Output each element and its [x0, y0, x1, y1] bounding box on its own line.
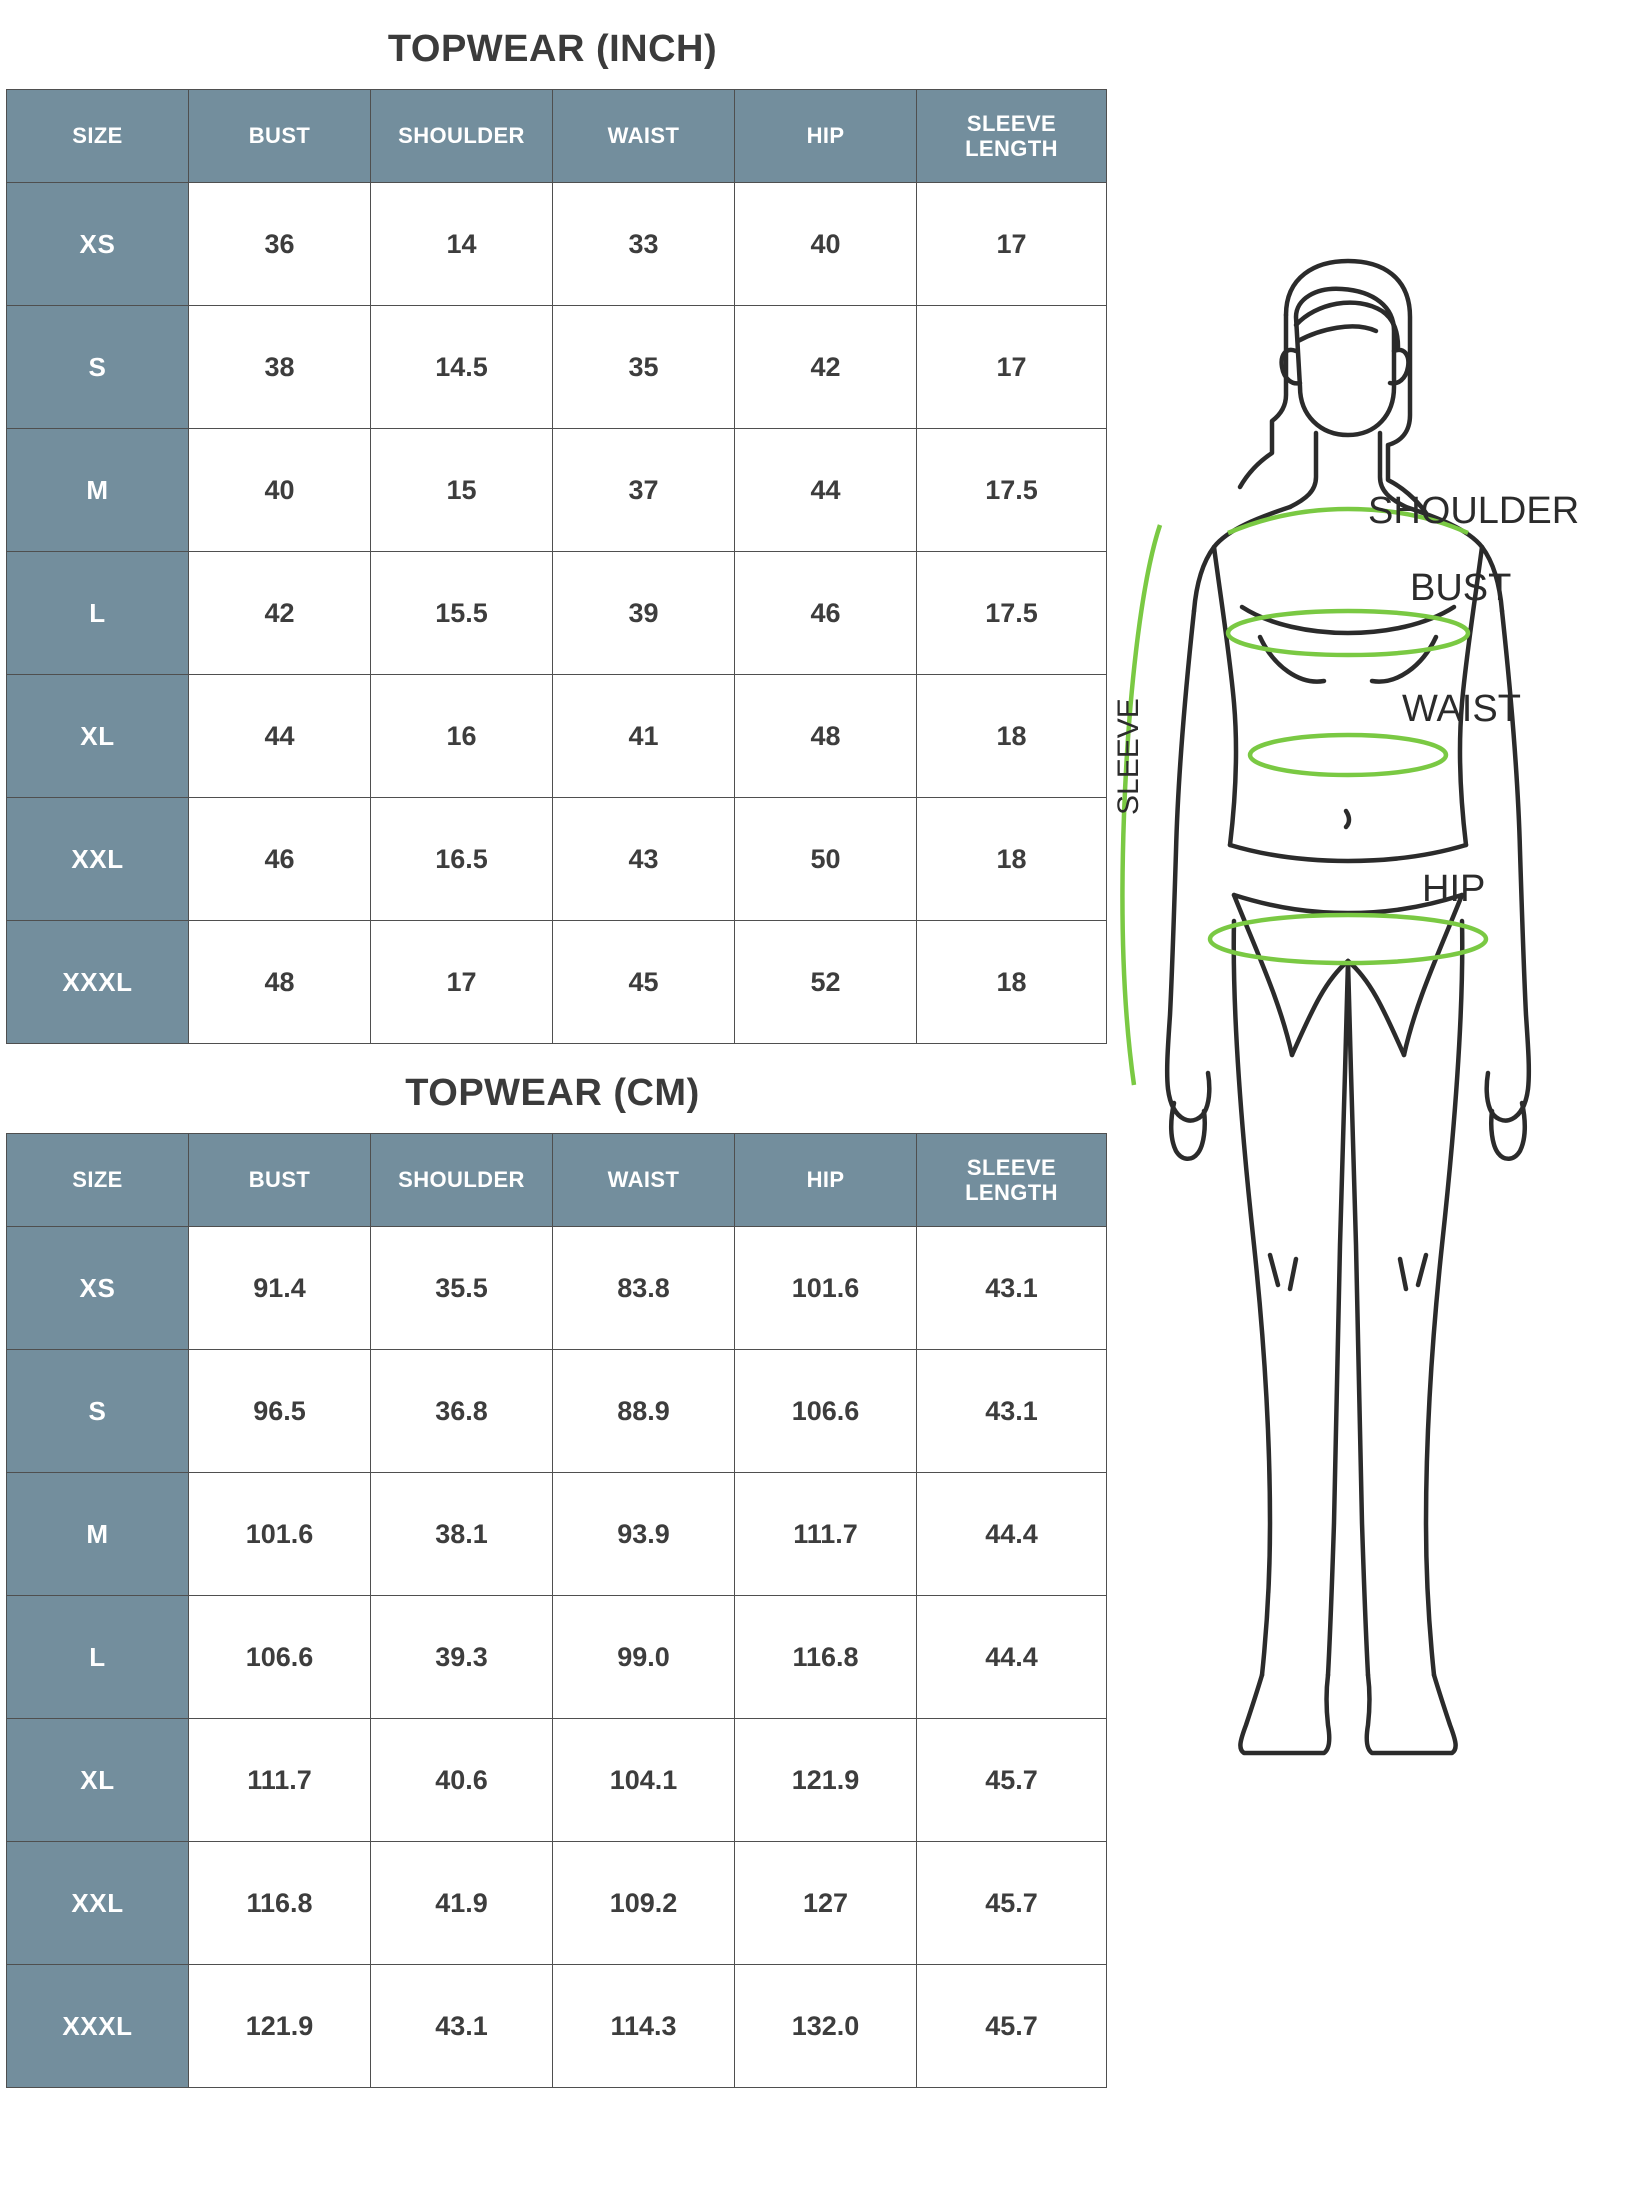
cell-hip: 52 — [735, 921, 917, 1044]
cell-hip: 50 — [735, 798, 917, 921]
label-shoulder: SHOULDER — [1368, 490, 1580, 532]
table-row — [7, 429, 1107, 552]
label-waist: WAIST — [1402, 688, 1521, 730]
cell-sleeve-length: 45.7 — [917, 1719, 1107, 1842]
table-row — [7, 1965, 1107, 2088]
table-row — [7, 552, 1107, 675]
cell-sleeve-length: 18 — [917, 798, 1107, 921]
cell-size: M — [7, 429, 189, 552]
column-header-sleeve-length: SLEEVE LENGTH — [917, 1134, 1107, 1227]
cell-shoulder: 38.1 — [371, 1473, 553, 1596]
cell-sleeve-length: 17.5 — [917, 429, 1107, 552]
cell-waist: 45 — [553, 921, 735, 1044]
cell-hip: 44 — [735, 429, 917, 552]
cell-shoulder: 39.3 — [371, 1596, 553, 1719]
cell-sleeve-length: 43.1 — [917, 1350, 1107, 1473]
cell-sleeve-length: 18 — [917, 921, 1107, 1044]
cell-hip: 48 — [735, 675, 917, 798]
cell-sleeve-length: 45.7 — [917, 1842, 1107, 1965]
female-body-outline-icon — [1167, 261, 1529, 1753]
cell-waist: 37 — [553, 429, 735, 552]
cell-shoulder: 41.9 — [371, 1842, 553, 1965]
cell-shoulder: 14 — [371, 183, 553, 306]
cell-hip: 121.9 — [735, 1719, 917, 1842]
body-measurement-figure — [1110, 255, 1650, 1955]
cell-shoulder: 15.5 — [371, 552, 553, 675]
table-row — [7, 921, 1107, 1044]
column-header-bust: BUST — [189, 1134, 371, 1227]
column-header-shoulder: SHOULDER — [371, 1134, 553, 1227]
table-row — [7, 1473, 1107, 1596]
cell-hip: 101.6 — [735, 1227, 917, 1350]
column-header-size: SIZE — [7, 90, 189, 183]
cell-shoulder: 40.6 — [371, 1719, 553, 1842]
cell-bust: 121.9 — [189, 1965, 371, 2088]
cell-size: XXL — [7, 798, 189, 921]
cell-bust: 38 — [189, 306, 371, 429]
cell-shoulder: 16.5 — [371, 798, 553, 921]
cell-hip: 116.8 — [735, 1596, 917, 1719]
cell-waist: 39 — [553, 552, 735, 675]
column-header-shoulder: SHOULDER — [371, 90, 553, 183]
table-row — [7, 1596, 1107, 1719]
label-bust: BUST — [1410, 567, 1512, 609]
cell-waist: 114.3 — [553, 1965, 735, 2088]
cell-waist: 99.0 — [553, 1596, 735, 1719]
page-title-cm: TOPWEAR (CM) — [405, 1072, 700, 1114]
cell-bust: 40 — [189, 429, 371, 552]
table-row — [7, 1842, 1107, 1965]
cell-size: XL — [7, 1719, 189, 1842]
table-row — [7, 798, 1107, 921]
cell-size: XXL — [7, 1842, 189, 1965]
cell-shoulder: 15 — [371, 429, 553, 552]
cell-bust: 106.6 — [189, 1596, 371, 1719]
cell-size: XS — [7, 1227, 189, 1350]
cell-waist: 88.9 — [553, 1350, 735, 1473]
cell-shoulder: 14.5 — [371, 306, 553, 429]
cell-bust: 91.4 — [189, 1227, 371, 1350]
cell-size: XL — [7, 675, 189, 798]
cell-bust: 96.5 — [189, 1350, 371, 1473]
table-header-row — [7, 90, 1107, 183]
table-row — [7, 306, 1107, 429]
cell-shoulder: 35.5 — [371, 1227, 553, 1350]
cell-bust: 111.7 — [189, 1719, 371, 1842]
cell-shoulder: 36.8 — [371, 1350, 553, 1473]
cell-size: L — [7, 552, 189, 675]
cell-bust: 48 — [189, 921, 371, 1044]
column-header-size: SIZE — [7, 1134, 189, 1227]
cell-sleeve-length: 44.4 — [917, 1473, 1107, 1596]
cell-bust: 44 — [189, 675, 371, 798]
cell-waist: 43 — [553, 798, 735, 921]
cell-sleeve-length: 45.7 — [917, 1965, 1107, 2088]
cell-size: L — [7, 1596, 189, 1719]
size-table-inch — [6, 89, 1107, 1044]
cell-waist: 109.2 — [553, 1842, 735, 1965]
cell-shoulder: 16 — [371, 675, 553, 798]
column-header-bust: BUST — [189, 90, 371, 183]
cell-size: S — [7, 1350, 189, 1473]
table-row — [7, 183, 1107, 306]
cell-sleeve-length: 18 — [917, 675, 1107, 798]
cell-bust: 36 — [189, 183, 371, 306]
cell-hip: 46 — [735, 552, 917, 675]
cell-sleeve-length: 43.1 — [917, 1227, 1107, 1350]
cell-size: XXXL — [7, 921, 189, 1044]
cell-hip: 106.6 — [735, 1350, 917, 1473]
cell-bust: 101.6 — [189, 1473, 371, 1596]
cell-size: M — [7, 1473, 189, 1596]
table-row — [7, 1350, 1107, 1473]
column-header-sleeve-length: SLEEVE LENGTH — [917, 90, 1107, 183]
label-sleeve: SLEEVE — [1112, 698, 1145, 815]
cell-hip: 40 — [735, 183, 917, 306]
page-title-inch: TOPWEAR (INCH) — [387, 28, 718, 70]
cell-bust: 46 — [189, 798, 371, 921]
label-hip: HIP — [1422, 868, 1486, 910]
table-row — [7, 675, 1107, 798]
cell-shoulder: 43.1 — [371, 1965, 553, 2088]
column-header-hip: HIP — [735, 90, 917, 183]
cell-hip: 132.0 — [735, 1965, 917, 2088]
cell-sleeve-length: 17.5 — [917, 552, 1107, 675]
cell-hip: 111.7 — [735, 1473, 917, 1596]
column-header-waist: WAIST — [553, 1134, 735, 1227]
cell-sleeve-length: 17 — [917, 183, 1107, 306]
table-header-row — [7, 1134, 1107, 1227]
cell-sleeve-length: 44.4 — [917, 1596, 1107, 1719]
cell-waist: 35 — [553, 306, 735, 429]
cell-hip: 127 — [735, 1842, 917, 1965]
cell-shoulder: 17 — [371, 921, 553, 1044]
cell-bust: 42 — [189, 552, 371, 675]
cell-size: XXXL — [7, 1965, 189, 2088]
table-row — [7, 1227, 1107, 1350]
size-table-cm — [6, 1133, 1107, 2088]
cell-waist: 33 — [553, 183, 735, 306]
cell-sleeve-length: 17 — [917, 306, 1107, 429]
cell-waist: 104.1 — [553, 1719, 735, 1842]
cell-waist: 93.9 — [553, 1473, 735, 1596]
waist-measure-line — [1250, 735, 1446, 775]
table-row — [7, 1719, 1107, 1842]
column-header-waist: WAIST — [553, 90, 735, 183]
cell-waist: 83.8 — [553, 1227, 735, 1350]
cell-waist: 41 — [553, 675, 735, 798]
cell-size: XS — [7, 183, 189, 306]
cell-hip: 42 — [735, 306, 917, 429]
column-header-hip: HIP — [735, 1134, 917, 1227]
cell-bust: 116.8 — [189, 1842, 371, 1965]
cell-size: S — [7, 306, 189, 429]
